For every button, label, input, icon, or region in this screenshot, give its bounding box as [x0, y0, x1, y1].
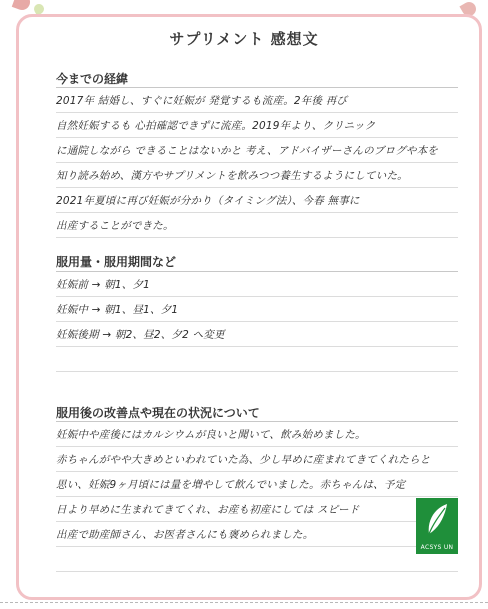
section-heading-improvements: 服用後の改善点や現在の状況について: [56, 406, 260, 420]
history-line: 自然妊娠するも 心拍確認できずに流産。2019年より、クリニック: [56, 113, 458, 138]
dosage-lines: [56, 268, 458, 372]
dosage-line: 妊娠後期 → 朝2、昼2、夕2 へ変更: [56, 322, 458, 347]
improvement-line: 思い、妊娠9ヶ月頃には量を増やして飲んでいました。赤ちゃんは、予定: [56, 472, 458, 497]
improvement-line: 日より早めに生まれてきてくれ、お産も初産にしては スピード: [56, 497, 458, 522]
section-heading-history: 今までの経緯: [56, 72, 129, 86]
history-line: 知り読み始め、漢方やサプリメントを飲みつつ養生するようにしていた。: [56, 163, 458, 188]
section-heading-dosage: 服用量・服用期間など: [56, 255, 177, 269]
improvement-line: 赤ちゃんがやや大きめといわれていた為、少し早めに産まれてきてくれたらと: [56, 447, 458, 472]
leaf-icon: [423, 502, 451, 538]
improvement-line: 出産で助産師さん、お医者さんにも褒められました。: [56, 522, 458, 547]
dosage-line: [56, 347, 458, 372]
history-line: 出産することができた。: [56, 213, 458, 238]
dosage-line: 妊娠前 → 朝1、夕1: [56, 272, 458, 297]
petal-decoration: [12, 0, 33, 12]
improvement-line: [56, 547, 458, 572]
dosage-line: 妊娠中 → 朝1、昼1、夕1: [56, 297, 458, 322]
brand-logo: [416, 498, 458, 554]
history-line: 2021年夏頃に再び妊娠が分かり（タイミング法）、今春 無事に: [56, 188, 458, 213]
improvement-line: 妊娠中や産後にはカルシウムが良いと聞いて、飲み始めました。: [56, 422, 458, 447]
history-line: 2017年 結婚し、すぐに妊娠が 発覚するも流産。2年後 再び: [56, 88, 458, 113]
logo-text: ACSYS UN: [420, 544, 454, 551]
history-lines: [56, 84, 458, 238]
history-line: に通院しながら できることはないかと 考え、アドバイザーさんのブログや本を: [56, 138, 458, 163]
page-title: サプリメント 感想文: [169, 30, 319, 48]
improvement-lines: [56, 418, 458, 572]
